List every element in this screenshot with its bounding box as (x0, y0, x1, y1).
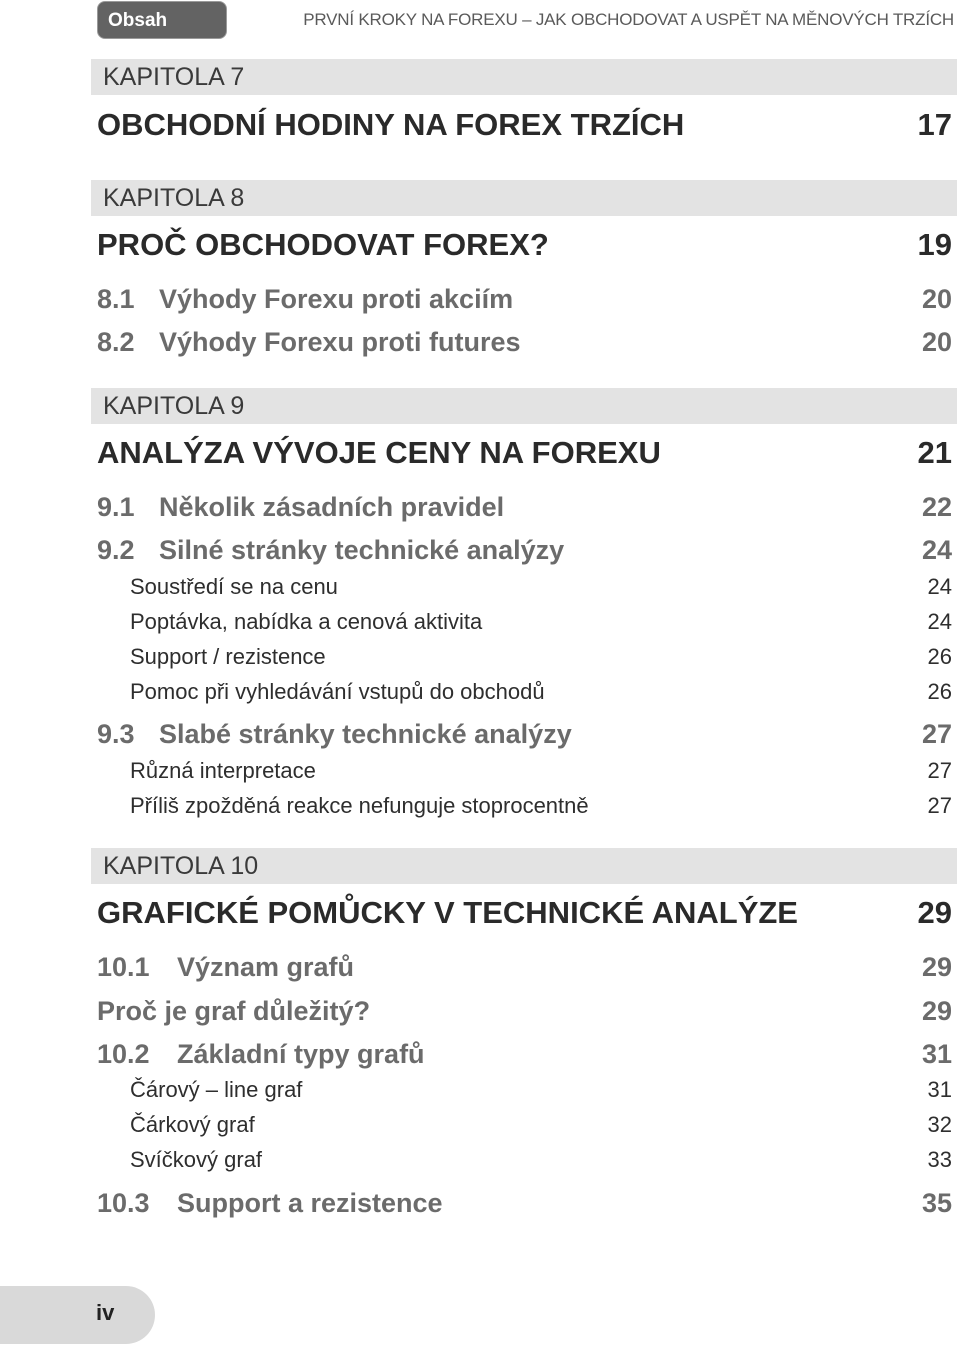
chapter-title-text: ANALÝZA VÝVOJE CENY NA FOREXU (97, 435, 661, 470)
section-title: Support a rezistence (177, 1188, 443, 1218)
section-number: 9.3 (97, 719, 135, 749)
toc-subsection[interactable] (130, 679, 952, 705)
page-ref: 32 (927, 1112, 952, 1137)
toc-subsection[interactable] (130, 609, 952, 635)
chapter-title-text: GRAFICKÉ POMŮCKY V TECHNICKÉ ANALÝZE (97, 895, 798, 930)
section-title: Silné stránky technické analýzy (159, 535, 565, 565)
subsection-title: Pomoc při vyhledávání vstupů do obchodů (130, 679, 545, 704)
page-ref: 21 (917, 435, 952, 470)
chapter-bar-9 (91, 388, 957, 424)
toc-section-9-2[interactable] (97, 535, 952, 566)
section-number: 9.1 (97, 492, 135, 522)
section-tab-label: Obsah (108, 10, 168, 31)
chapter-title-8[interactable] (97, 227, 952, 263)
toc-subsection[interactable] (130, 644, 952, 670)
subsection-title: Různá interpretace (130, 758, 316, 783)
chapter-title-10[interactable] (97, 895, 952, 931)
subsection-title: Čárkový graf (130, 1112, 255, 1137)
chapter-label: KAPITOLA 7 (103, 63, 245, 91)
page-ref: 19 (917, 227, 952, 262)
page-ref: 35 (921, 1188, 952, 1218)
toc-subsection[interactable] (130, 1147, 952, 1173)
subsection-title: Support / rezistence (130, 644, 326, 669)
section-number: 8.2 (97, 327, 135, 357)
section-number: 8.1 (97, 284, 135, 314)
page-number: iv (96, 1300, 115, 1325)
toc-subsection[interactable] (130, 1077, 952, 1103)
section-title: Výhody Forexu proti futures (159, 327, 521, 357)
chapter-label: KAPITOLA 10 (103, 852, 259, 880)
page-ref: 29 (921, 996, 952, 1026)
toc-section-8-2[interactable] (97, 327, 952, 358)
page-ref: 26 (927, 679, 952, 704)
section-number: 10.2 (97, 1039, 150, 1069)
page-ref: 27 (927, 793, 952, 818)
section-title: Slabé stránky technické analýzy (159, 719, 572, 749)
toc-subsection[interactable] (130, 758, 952, 784)
page-number-tab (0, 1286, 155, 1344)
toc-section-10-3[interactable] (97, 1188, 952, 1219)
toc-section-9-1[interactable] (97, 492, 952, 523)
page-ref: 20 (921, 284, 952, 314)
page-ref: 29 (921, 952, 952, 982)
page-ref: 31 (921, 1039, 952, 1069)
toc-section-8-1[interactable] (97, 284, 952, 315)
toc-subsection[interactable] (130, 793, 952, 819)
toc-subsection[interactable] (130, 1112, 952, 1138)
subsection-title: Čárový – line graf (130, 1077, 303, 1102)
chapter-label: KAPITOLA 9 (103, 392, 245, 420)
running-head: PRVNÍ KROKY NA FOREXU – JAK OBCHODOVAT A USPĚT NA MĚNOVÝCH TRZÍCH (303, 10, 954, 29)
toc-section-9-3[interactable] (97, 719, 952, 750)
subsection-title: Příliš zpožděná reakce nefunguje stoprocentně (130, 793, 589, 818)
page-ref: 22 (921, 492, 952, 522)
section-tab (97, 1, 227, 39)
page-ref: 31 (927, 1077, 952, 1102)
toc-section-10-1[interactable] (97, 952, 952, 983)
section-number: 9.2 (97, 535, 135, 565)
toc-section-10-2[interactable] (97, 1039, 952, 1070)
chapter-title-text: PROČ OBCHODOVAT FOREX? (97, 227, 549, 262)
page-ref: 17 (917, 107, 952, 142)
chapter-title-text: OBCHODNÍ HODINY NA FOREX TRZÍCH (97, 107, 685, 142)
chapter-title-7[interactable] (97, 107, 952, 143)
subsection-title: Soustředí se na cenu (130, 574, 338, 599)
toc-subsection[interactable] (130, 574, 952, 600)
page-ref: 29 (917, 895, 952, 930)
section-number: 10.1 (97, 952, 150, 982)
section-title: Proč je graf důležitý? (97, 996, 371, 1026)
subsection-title: Poptávka, nabídka a cenová aktivita (130, 609, 483, 634)
section-title: Několik zásadních pravidel (159, 492, 505, 522)
section-title: Význam grafů (177, 952, 355, 982)
page-ref: 24 (927, 574, 952, 599)
chapter-bar-10 (91, 848, 957, 884)
chapter-bar-8 (91, 180, 957, 216)
page-ref: 27 (927, 758, 952, 783)
subsection-title: Svíčkový graf (130, 1147, 263, 1172)
section-title: Výhody Forexu proti akciím (159, 284, 514, 314)
page-ref: 26 (927, 644, 952, 669)
page-ref: 27 (921, 719, 952, 749)
chapter-title-9[interactable] (97, 435, 952, 471)
page-ref: 20 (921, 327, 952, 357)
chapter-bar-7 (91, 59, 957, 95)
page-ref: 24 (921, 535, 952, 565)
page-ref: 33 (927, 1147, 952, 1172)
chapter-label: KAPITOLA 8 (103, 184, 245, 212)
toc-section-10-1b[interactable] (97, 996, 952, 1027)
section-number: 10.3 (97, 1188, 150, 1218)
page-ref: 24 (927, 609, 952, 634)
section-title: Základní typy grafů (177, 1039, 425, 1069)
